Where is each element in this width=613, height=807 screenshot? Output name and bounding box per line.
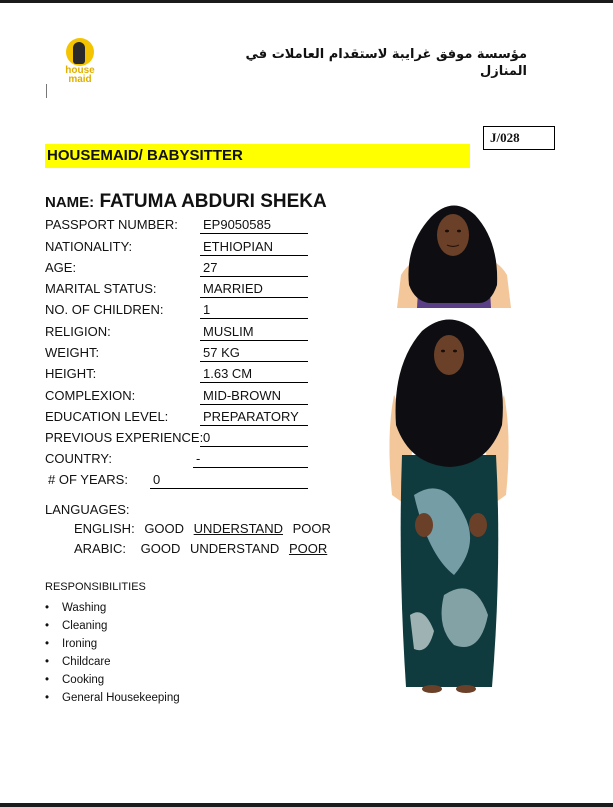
- logo-figure-icon: [73, 42, 85, 64]
- english-label: ENGLISH:: [74, 521, 135, 536]
- responsibilities-list: [45, 600, 180, 708]
- complexion-value: MID-BROWN: [200, 388, 308, 405]
- education-value: PREPARATORY: [200, 409, 308, 426]
- passport-label: PASSPORT NUMBER:: [45, 217, 178, 232]
- children-row: [45, 302, 310, 323]
- height-value: 1.63 CM: [200, 366, 308, 383]
- name-value: FATUMA ABDURI SHEKA: [99, 191, 327, 212]
- passport-row: [45, 217, 310, 238]
- list-item-label: Ironing: [62, 638, 98, 650]
- bullet-icon: •: [45, 656, 50, 668]
- religion-row: [45, 324, 310, 345]
- housemaid-logo: [58, 38, 102, 88]
- candidate-name: [45, 191, 327, 213]
- full-body-illustration: [384, 315, 514, 695]
- country-label: COUNTRY:: [45, 451, 112, 466]
- education-label: EDUCATION LEVEL:: [45, 409, 169, 424]
- country-value: -: [193, 451, 308, 468]
- logo-text: house maid: [65, 65, 95, 85]
- top-border: [0, 0, 613, 3]
- age-value: 27: [200, 260, 308, 277]
- weight-row: [45, 345, 310, 366]
- age-label: AGE:: [45, 260, 77, 275]
- position-banner: HOUSEMAID/ BABYSITTER: [45, 144, 470, 168]
- arabic-label: ARABIC:: [74, 541, 127, 556]
- religion-value: MUSLIM: [200, 324, 308, 341]
- bullet-icon: •: [45, 692, 50, 704]
- list-item: [45, 618, 180, 636]
- arabic-option-poor: POOR: [288, 541, 328, 556]
- years-label: # OF YEARS:: [48, 472, 128, 487]
- bottom-border: [0, 803, 613, 807]
- nationality-row: [45, 239, 310, 260]
- marital-value: MARRIED: [200, 281, 308, 298]
- height-label: HEIGHT:: [45, 366, 97, 381]
- logo-mark: [46, 84, 47, 98]
- full-body-photo: [384, 315, 514, 695]
- arabic-option-understand: UNDERSTAND: [190, 541, 280, 556]
- reference-number: J/028: [483, 126, 555, 150]
- list-item: [45, 654, 180, 672]
- children-value: 1: [200, 302, 308, 319]
- list-item-label: Washing: [62, 602, 107, 614]
- weight-label: WEIGHT:: [45, 345, 100, 360]
- bullet-icon: •: [45, 620, 50, 632]
- nationality-value: ETHIOPIAN: [200, 239, 308, 256]
- bullet-icon: •: [45, 674, 50, 686]
- arabic-option-good: GOOD: [140, 541, 181, 556]
- languages-title: LANGUAGES:: [45, 502, 130, 517]
- religion-label: RELIGION:: [45, 324, 111, 339]
- bullet-icon: •: [45, 602, 50, 614]
- nationality-label: NATIONALITY:: [45, 239, 133, 254]
- marital-label: MARITAL STATUS:: [45, 281, 157, 296]
- age-row: [45, 260, 310, 281]
- experience-value: 0: [200, 430, 308, 447]
- passport-value: EP9050585: [200, 217, 308, 234]
- years-row: [45, 472, 310, 493]
- list-item: [45, 600, 180, 618]
- bullet-icon: •: [45, 638, 50, 650]
- arabic-row: [74, 541, 333, 556]
- height-row: [45, 366, 310, 387]
- responsibilities-title: RESPONSIBILITIES: [45, 581, 146, 593]
- portrait-photo: [395, 195, 513, 308]
- experience-label: PREVIOUS EXPERIENCE:: [45, 430, 204, 445]
- portrait-illustration: [395, 195, 513, 308]
- education-row: [45, 409, 310, 430]
- children-label: NO. OF CHILDREN:: [45, 302, 164, 317]
- english-option-good: GOOD: [144, 521, 185, 536]
- marital-row: [45, 281, 310, 302]
- years-value: 0: [150, 472, 308, 489]
- experience-row: [45, 430, 310, 451]
- list-item: [45, 636, 180, 654]
- english-row: [74, 521, 337, 536]
- english-option-understand: UNDERSTAND: [193, 521, 283, 536]
- complexion-label: COMPLEXION:: [45, 388, 136, 403]
- list-item: [45, 690, 180, 708]
- english-option-poor: POOR: [292, 521, 331, 536]
- name-label: NAME:: [45, 194, 95, 211]
- list-item: [45, 672, 180, 690]
- weight-value: 57 KG: [200, 345, 308, 362]
- list-item-label: Childcare: [62, 656, 111, 668]
- country-row: [45, 451, 310, 472]
- list-item-label: Cooking: [62, 674, 105, 686]
- list-item-label: General Housekeeping: [62, 692, 180, 704]
- complexion-row: [45, 388, 310, 409]
- agency-title: مؤسسة موفق غرايبة لاستقدام العاملات في المنازل: [245, 47, 527, 79]
- list-item-label: Cleaning: [62, 620, 108, 632]
